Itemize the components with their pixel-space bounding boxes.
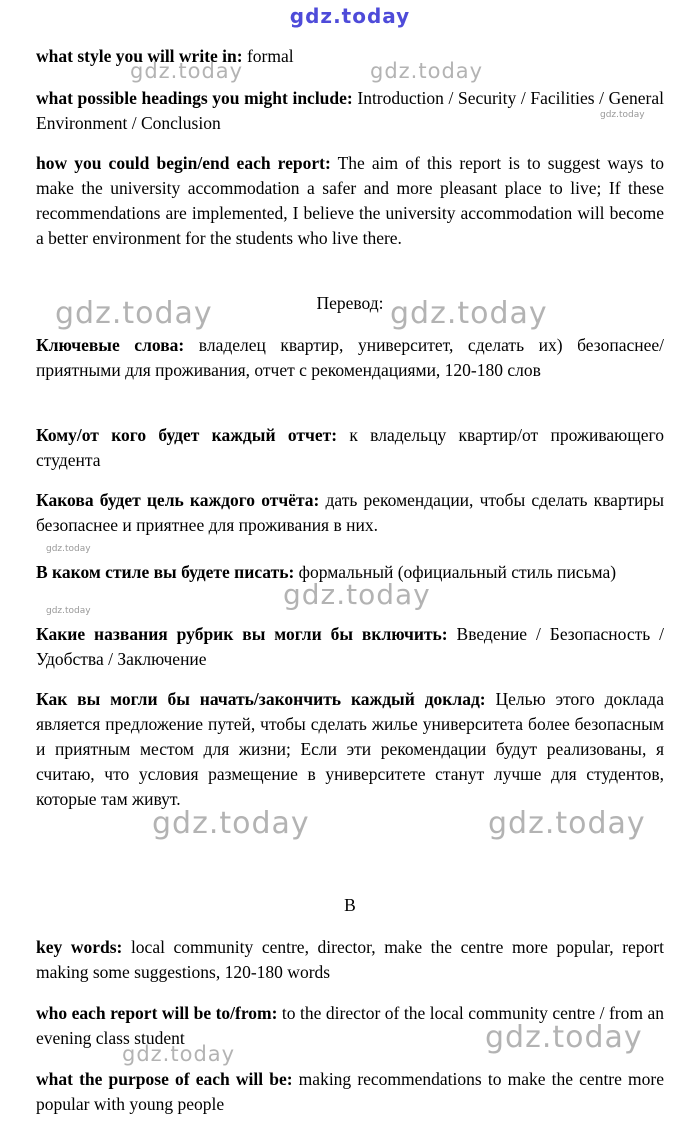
paragraph-lead: who each report will be to/from: (36, 1003, 278, 1023)
paragraph (36, 935, 664, 985)
watermark: gdz.today (485, 1020, 643, 1055)
watermark: gdz.today (488, 806, 646, 841)
paragraph-lead: how you could begin/end each report: (36, 153, 331, 173)
paragraph-text: The aim of this report is to suggest ways to make the university accommodation a safer and more pleasant place to live; If these recommendations are implemented, I believe the university accommodation will become a better environment for the students who live there. (36, 153, 664, 248)
paragraph (36, 151, 664, 251)
paragraph-lead: Какова будет цель каждого отчёта: (36, 490, 320, 510)
paragraph-lead: key words: (36, 937, 123, 957)
paragraph-text: к владельцу квартир/от проживающего студента (36, 425, 664, 470)
paragraph-lead: what the purpose of each will be: (36, 1069, 293, 1089)
paragraph (36, 687, 664, 812)
paragraph-lead: Ключевые слова: (36, 335, 185, 355)
watermark: gdz.today (370, 59, 484, 83)
paragraph (36, 333, 664, 383)
paragraph-text: Введение / Безопасность / Удобства / Заключение (36, 624, 664, 669)
watermark: gdz.today (289, 4, 411, 28)
paragraph-text: дать рекомендации, чтобы сделать квартиры безопаснее и приятнее для проживания в них. (36, 490, 664, 535)
paragraph-text: to the director of the local community centre / from an evening class student (36, 1003, 664, 1048)
paragraph (36, 488, 664, 538)
paragraph-lead: what possible headings you might include: (36, 88, 353, 108)
paragraph-text: формальный (официальный стиль письма) (294, 562, 617, 582)
paragraph (36, 86, 664, 136)
watermark: gdz.today (390, 296, 548, 331)
paragraph-text: Целью этого доклада является предложение путей, чтобы сделать жилье университета более безопасным и приятным местом для жизни; Если эти рекомендации будут реализованы, я считаю, что условия размещение в университете станут лучше для студентов, которые там живут. (36, 689, 664, 809)
paragraph-text: Introduction / Security / Facilities / General Environment / Conclusion (36, 88, 664, 133)
paragraph-text: local community centre, director, make the centre more popular, report making some suggestions, 120-180 words (36, 937, 664, 982)
paragraph (36, 44, 664, 69)
watermark: gdz.today (46, 544, 91, 554)
watermark: gdz.today (122, 1042, 236, 1066)
watermark: gdz.today (152, 806, 310, 841)
watermark: gdz.today (600, 110, 645, 120)
paragraph-lead: Как вы могли бы начать/закончить каждый доклад: (36, 689, 486, 709)
paragraph-lead: Какие названия рубрик вы могли бы включить: (36, 624, 448, 644)
paragraph-text: владелец квартир, университет, сделать их) безопаснее/ приятными для проживания, отчет с рекомендациями, 120-180 слов (36, 335, 664, 380)
watermark: gdz.today (130, 59, 244, 83)
section-b-heading: B (344, 895, 356, 915)
watermark: gdz.today (46, 606, 91, 616)
paragraph-text: formal (242, 46, 294, 66)
paragraph-lead: what style you will write in: (36, 46, 243, 66)
watermark: gdz.today (283, 578, 431, 611)
translation-heading: Перевод: (316, 293, 384, 313)
paragraph (36, 423, 664, 473)
paragraph-lead: В каком стиле вы будете писать: (36, 562, 295, 582)
paragraph (36, 622, 664, 672)
paragraph-text: making recommendations to make the centre more popular with young people (36, 1069, 664, 1114)
paragraph (36, 1067, 664, 1117)
paragraph (36, 560, 664, 585)
paragraph (36, 1001, 664, 1051)
watermark: gdz.today (55, 296, 213, 331)
paragraph-lead: Кому/от кого будет каждый отчет: (36, 425, 338, 445)
